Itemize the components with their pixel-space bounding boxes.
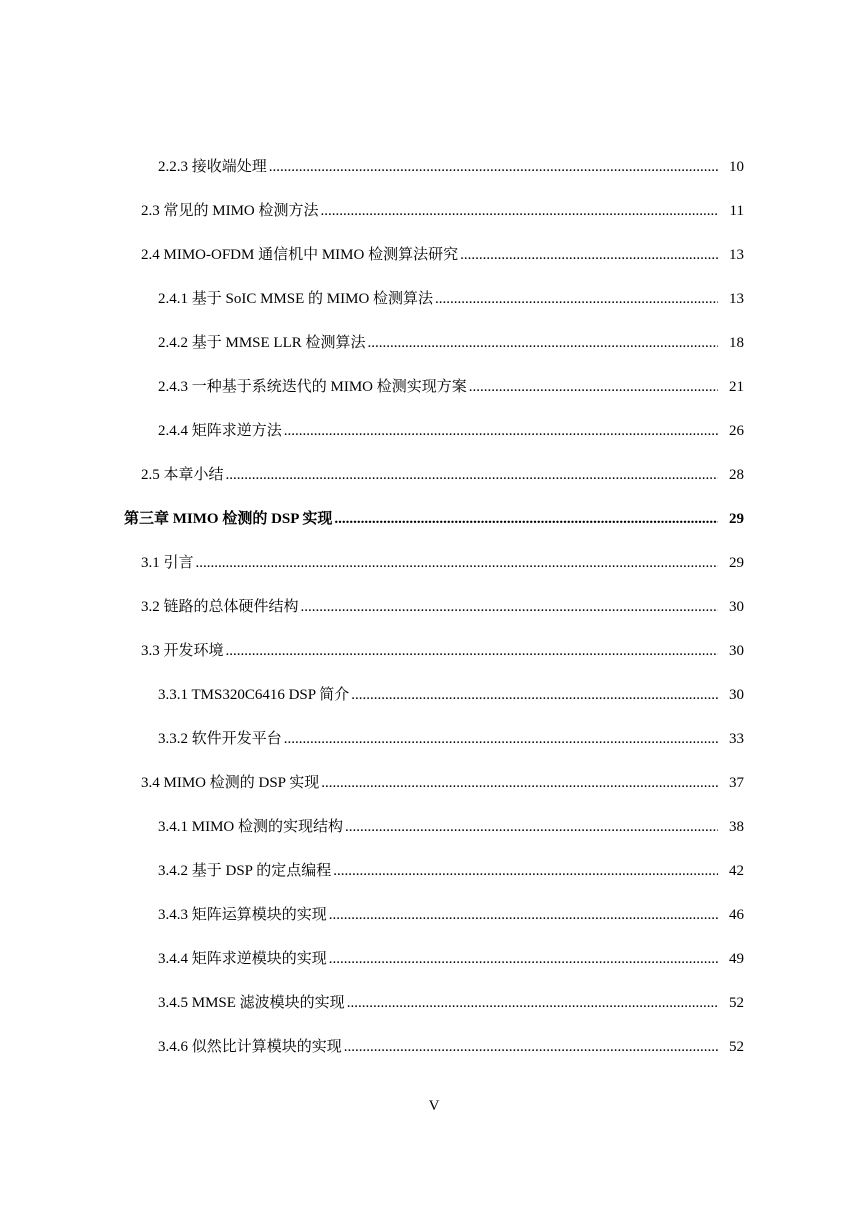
toc-entry-title: 3.1 引言	[141, 555, 194, 571]
toc-entry-title: 3.3 开发环境	[141, 643, 224, 659]
toc-dot-leader	[301, 592, 718, 622]
toc-entry[interactable]	[0, 680, 868, 724]
toc-dot-leader	[435, 284, 718, 314]
toc-entry-page: 13	[729, 247, 744, 263]
toc-entry-title: 3.3.2 软件开发平台	[158, 731, 282, 747]
toc-entry-page: 11	[729, 203, 744, 219]
toc-entry[interactable]	[0, 152, 868, 196]
toc-entry-page: 49	[729, 951, 744, 967]
toc-entry[interactable]	[0, 284, 868, 328]
toc-entry-page: 18	[729, 335, 744, 351]
toc-entry-title: 3.4.6 似然比计算模块的实现	[158, 1039, 342, 1055]
toc-dot-leader	[329, 944, 718, 974]
toc-entry-page: 38	[729, 819, 744, 835]
toc-dot-leader	[345, 812, 718, 842]
toc-entry-page: 52	[729, 1039, 744, 1055]
table-of-contents	[0, 152, 868, 1076]
toc-entry-page: 26	[729, 423, 744, 439]
toc-entry-page: 30	[729, 599, 744, 615]
toc-entry-title: 2.4 MIMO-OFDM 通信机中 MIMO 检测算法研究	[141, 247, 459, 263]
toc-dot-leader	[368, 328, 718, 358]
toc-entry[interactable]	[0, 592, 868, 636]
toc-entry-title: 2.4.3 一种基于系统迭代的 MIMO 检测实现方案	[158, 379, 467, 395]
toc-entry-title: 3.4.4 矩阵求逆模块的实现	[158, 951, 327, 967]
toc-entry[interactable]	[0, 768, 868, 812]
toc-entry[interactable]	[0, 372, 868, 416]
toc-dot-leader	[226, 460, 718, 490]
toc-entry[interactable]	[0, 636, 868, 680]
toc-entry-page: 46	[729, 907, 744, 923]
toc-entry[interactable]	[0, 328, 868, 372]
toc-entry[interactable]	[0, 900, 868, 944]
toc-entry[interactable]	[0, 460, 868, 504]
toc-entry-page: 13	[729, 291, 744, 307]
toc-dot-leader	[460, 240, 718, 270]
toc-entry-title: 3.3.1 TMS320C6416 DSP 简介	[158, 687, 350, 703]
toc-entry-title: 2.4.1 基于 SoIC MMSE 的 MIMO 检测算法	[158, 291, 434, 307]
toc-entry-title: 2.3 常见的 MIMO 检测方法	[141, 203, 319, 219]
toc-dot-leader	[226, 636, 718, 666]
toc-entry-page: 29	[729, 555, 744, 571]
toc-entry[interactable]	[0, 240, 868, 284]
page-number: V	[428, 1098, 440, 1114]
toc-entry-title: 3.4.2 基于 DSP 的定点编程	[158, 863, 332, 879]
toc-entry-page: 33	[729, 731, 744, 747]
toc-entry[interactable]	[0, 196, 868, 240]
toc-entry-title: 2.5 本章小结	[141, 467, 224, 483]
toc-dot-leader	[344, 1032, 718, 1062]
toc-dot-leader	[351, 680, 718, 710]
toc-dot-leader	[347, 988, 718, 1018]
toc-entry-page: 28	[729, 467, 744, 483]
toc-entry-title: 2.4.4 矩阵求逆方法	[158, 423, 282, 439]
toc-entry[interactable]	[0, 1032, 868, 1076]
toc-entry-page: 29	[729, 511, 744, 527]
toc-entry-title: 3.2 链路的总体硬件结构	[141, 599, 299, 615]
toc-dot-leader	[333, 856, 718, 886]
toc-entry-page: 30	[729, 643, 744, 659]
toc-entry[interactable]	[0, 988, 868, 1032]
toc-entry[interactable]	[0, 812, 868, 856]
toc-dot-leader	[269, 152, 718, 182]
toc-entry[interactable]	[0, 724, 868, 768]
toc-entry[interactable]	[0, 416, 868, 460]
toc-dot-leader	[321, 768, 718, 798]
toc-entry[interactable]	[0, 548, 868, 592]
toc-entry-title: 第三章 MIMO 检测的 DSP 实现	[124, 511, 333, 527]
toc-dot-leader	[321, 196, 718, 226]
toc-entry-title: 3.4.5 MMSE 滤波模块的实现	[158, 995, 345, 1011]
toc-dot-leader	[334, 504, 718, 534]
toc-entry-title: 3.4 MIMO 检测的 DSP 实现	[141, 775, 320, 791]
toc-entry-title: 2.2.3 接收端处理	[158, 159, 267, 175]
toc-entry-page: 37	[729, 775, 744, 791]
toc-entry-title: 3.4.1 MIMO 检测的实现结构	[158, 819, 344, 835]
toc-dot-leader	[329, 900, 718, 930]
toc-entry-page: 30	[729, 687, 744, 703]
toc-entry-title: 2.4.2 基于 MMSE LLR 检测算法	[158, 335, 366, 351]
toc-entry[interactable]	[0, 856, 868, 900]
toc-entry-page: 42	[729, 863, 744, 879]
toc-entry-page: 21	[729, 379, 744, 395]
toc-entry[interactable]	[0, 504, 868, 548]
toc-entry-title: 3.4.3 矩阵运算模块的实现	[158, 907, 327, 923]
toc-entry[interactable]	[0, 944, 868, 988]
toc-entry-page: 10	[729, 159, 744, 175]
toc-dot-leader	[284, 416, 718, 446]
toc-dot-leader	[284, 724, 718, 754]
toc-entry-page: 52	[729, 995, 744, 1011]
toc-dot-leader	[196, 548, 718, 578]
toc-dot-leader	[469, 372, 718, 402]
